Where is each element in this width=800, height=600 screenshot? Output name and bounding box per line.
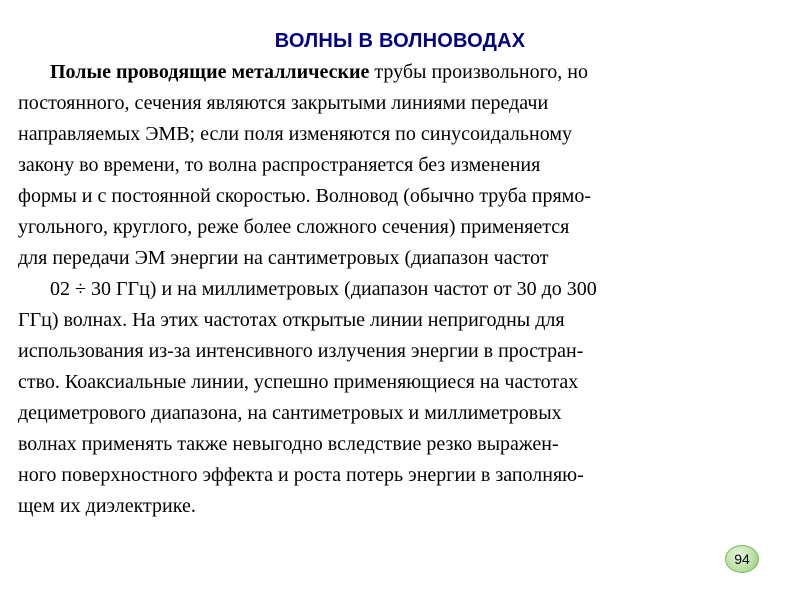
text-line-12: дециметрового диапазона, на сантиметровых и миллиметровых [18, 402, 562, 424]
text-line-4: закону во времени, то волна распространяется без изменения [18, 154, 541, 176]
text-line-6: угольного, круглого, реже более сложного сечения) применяется [18, 216, 570, 238]
text-line-13: волнах применять также невыгодно вследствие резко выражен- [18, 433, 559, 455]
text-line-8: 02 ÷ 30 ГГц) и на миллиметровых (диапазон частот от 30 до 300 [50, 278, 597, 300]
slide-title: ВОЛНЫ В ВОЛНОВОДАХ [274, 30, 526, 52]
text-line-15: щем их диэлектрике. [18, 495, 196, 517]
text-line-3: направляемых ЭМВ; если поля изменяются по синусоидальному [18, 123, 573, 145]
text-line-5: формы и с постоянной скоростью. Волновод (обычно труба прямо- [18, 185, 591, 207]
bold-phrase: Полые проводящие металлические [50, 61, 370, 83]
text-line-11: ство. Коаксиальные линии, успешно применяющиеся на частотах [18, 371, 579, 393]
text-line-7: для передачи ЭМ энергии на сантиметровых (диапазон частот [18, 247, 549, 269]
text-line-10: использования из-за интенсивного излучения энергии в простран- [18, 340, 584, 362]
text-line-9: ГГц) волнах. На этих частотах открытые линии непригодны для [18, 309, 565, 331]
text-line-2: постоянного, сечения являются закрытыми линиями передачи [18, 92, 549, 114]
page-number-badge: 94 [725, 545, 759, 573]
text-line-14: ного поверхностного эффекта и роста потерь энергии в заполняю- [18, 464, 584, 486]
text-line-1 [50, 60, 588, 84]
line-1-rest: трубы произвольного, но [369, 61, 589, 83]
